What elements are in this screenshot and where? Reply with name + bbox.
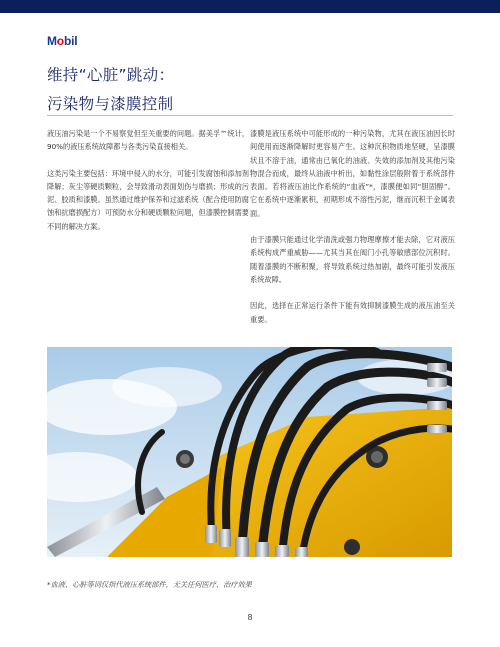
mobil-logo (47, 34, 77, 48)
footnote: *血液、心脏等词仅指代液压系统部件，无关任何医疗、治疗效果 (47, 580, 252, 589)
heading-line-2: 污染物与漆膜控制 (47, 95, 174, 113)
paragraph: 这类污染主要包括：环境中侵入的水分，可能引发腐蚀和添加剂降解；灰尘等硬质颗粒，会导致滑动表面划伤与磨损；形成的污泥、胶质和漆膜。虽然通过维护保养和过滤系统（配合使用防腐蚀和抗磨损配方）可预防水分和硬质颗粒问题，但漆膜控制需要不同的解决方案。 (47, 168, 249, 231)
hydraulic-hoses-photo (47, 347, 452, 557)
heading-divider (47, 115, 453, 116)
paragraph: 由于漆膜只能通过化学清洗或强力物理摩擦才能去除，它对液压系统构成严重威胁——尤其当其在阀门小孔等敏感部位沉积时。随着漆膜的不断积聚，将导致系统过热加剧，最终可能引发液压系统故障。 (250, 235, 455, 284)
heading-line-1: 维持“心脏”跳动： (47, 66, 175, 84)
cloud (112, 367, 222, 407)
left-text-column (47, 127, 249, 246)
paragraph: 因此，选择在正常运行条件下能有效抑制漆膜生成的液压油至关重要。 (250, 301, 455, 324)
bolt-center (180, 454, 190, 464)
logo-prefix: M (47, 34, 57, 48)
hydraulic-illustration (47, 347, 452, 557)
right-text-column (250, 127, 455, 339)
bolt (344, 539, 360, 555)
page-number: 8 (247, 613, 253, 622)
logo-suffix: bil (63, 34, 78, 48)
logo-o: o (56, 34, 64, 48)
top-header-bar (0, 0, 500, 13)
paragraph: 液压油污染是一个不易察觉但至关重要的问题。据美孚™统计，90%的液压系统故障都与各类污染直接相关。 (47, 129, 249, 152)
paragraph: 漆膜是液压系统中可能形成的一种污染物，尤其在液压油因长时间使用而逐渐降解时更容易产生。这种沉积物质地坚硬，呈漆膜状且不溶于油，通常由已氧化的油液、失效的添加剂及其他污染物混合而成，最终从油液中析出，如黏性涂层般附着于系统部件表面。若将液压油比作系统的“血液”*，漆膜便如同“胆固醇”。它在系统中逐渐累积，初期形成不溶性污泥，继而沉积于金属表面。 (250, 129, 455, 218)
bolt-center (371, 451, 383, 463)
